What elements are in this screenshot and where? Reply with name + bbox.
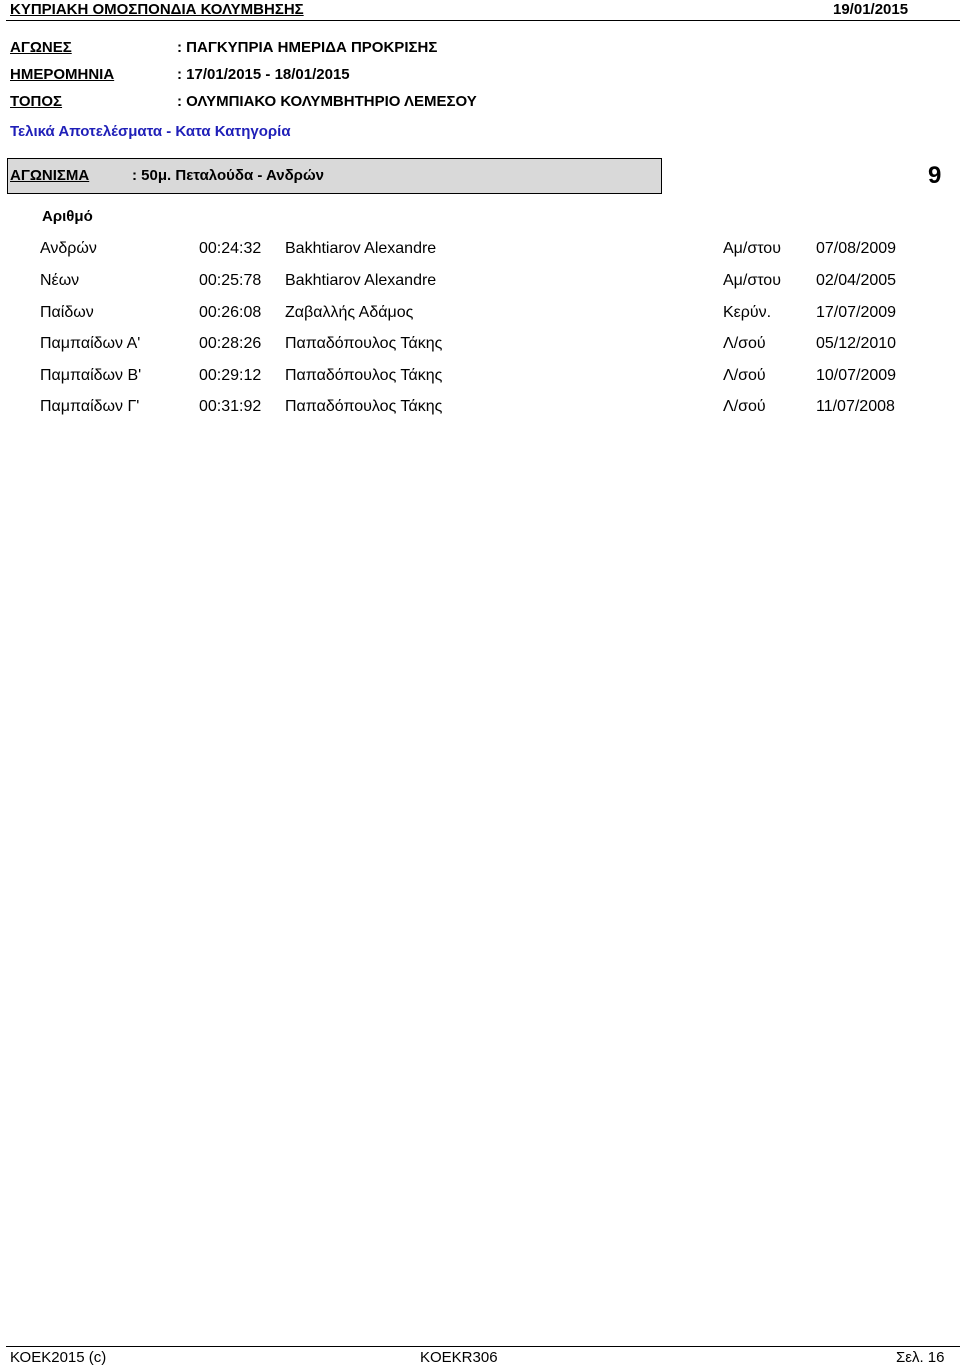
row-record-date: 10/07/2009 xyxy=(816,367,897,384)
row-swimmer-name: Παπαδόπουλος Τάκης xyxy=(285,367,443,384)
row-category: Νέων xyxy=(40,272,80,289)
row-swimmer-name: Bakhtiarov Alexandre xyxy=(285,272,437,289)
footer-report-code: KOEKR306 xyxy=(420,1349,498,1366)
row-category: Παμπαίδων Β' xyxy=(40,367,142,384)
row-record-date: 07/08/2009 xyxy=(816,240,897,257)
row-time: 00:26:08 xyxy=(199,304,262,321)
date-value: : 17/01/2015 - 18/01/2015 xyxy=(177,66,350,83)
row-club: Λ/σού xyxy=(723,367,766,384)
event-banner xyxy=(7,158,662,194)
venue-value: : ΟΛΥΜΠΙΑΚΟ ΚΟΛΥΜΒΗΤΗΡΙΟ ΛΕΜΕΣΟΥ xyxy=(177,93,477,110)
event-label: ΑΓΩΝΙΣΜΑ xyxy=(10,167,90,184)
venue-label: ΤΟΠΟΣ xyxy=(10,93,63,110)
row-swimmer-name: Παπαδόπουλος Τάκης xyxy=(285,398,443,415)
row-time: 00:28:26 xyxy=(199,335,262,352)
row-time: 00:25:78 xyxy=(199,272,262,289)
footer-page-number: Σελ. 16 xyxy=(896,1349,945,1366)
row-record-date: 17/07/2009 xyxy=(816,304,897,321)
row-time: 00:29:12 xyxy=(199,367,262,384)
row-club: Λ/σού xyxy=(723,398,766,415)
row-time: 00:31:92 xyxy=(199,398,262,415)
row-swimmer-name: Bakhtiarov Alexandre xyxy=(285,240,437,257)
row-club: Κερύν. xyxy=(723,304,772,321)
event-value: : 50μ. Πεταλούδα - Ανδρών xyxy=(132,167,324,184)
event-number: 9 xyxy=(928,162,942,189)
row-time: 00:24:32 xyxy=(199,240,262,257)
row-club: Αμ/στου xyxy=(723,272,781,289)
footer-divider xyxy=(6,1346,960,1347)
date-label: ΗΜΕΡΟΜΗΝΙΑ xyxy=(10,66,115,83)
row-record-date: 05/12/2010 xyxy=(816,335,897,352)
column-header: Αριθμό xyxy=(42,208,93,225)
row-category: Παμπαίδων Α' xyxy=(40,335,141,352)
row-category: Παίδων xyxy=(40,304,94,321)
competition-value: : ΠΑΓΚΥΠΡΙΑ ΗΜΕΡΙΔΑ ΠΡΟΚΡΙΣΗΣ xyxy=(177,39,438,56)
header-divider xyxy=(6,20,960,21)
row-swimmer-name: Ζαβαλλής Αδάμος xyxy=(285,304,414,321)
row-record-date: 11/07/2008 xyxy=(816,398,895,415)
row-category: Ανδρών xyxy=(40,240,97,257)
results-subtitle: Τελικά Αποτελέσματα - Κατα Κατηγορία xyxy=(10,123,291,140)
row-swimmer-name: Παπαδόπουλος Τάκης xyxy=(285,335,443,352)
footer-copyright: ΚΟΕΚ2015 (c) xyxy=(10,1349,107,1366)
row-record-date: 02/04/2005 xyxy=(816,272,897,289)
print-date: 19/01/2015 xyxy=(833,1,909,18)
competition-label: ΑΓΩΝΕΣ xyxy=(10,39,72,56)
row-category: Παμπαίδων Γ' xyxy=(40,398,140,415)
row-club: Αμ/στου xyxy=(723,240,781,257)
row-club: Λ/σού xyxy=(723,335,766,352)
organization-title: ΚΥΠΡΙΑΚΗ ΟΜΟΣΠΟΝΔΙΑ ΚΟΛΥΜΒΗΣΗΣ xyxy=(10,1,304,18)
